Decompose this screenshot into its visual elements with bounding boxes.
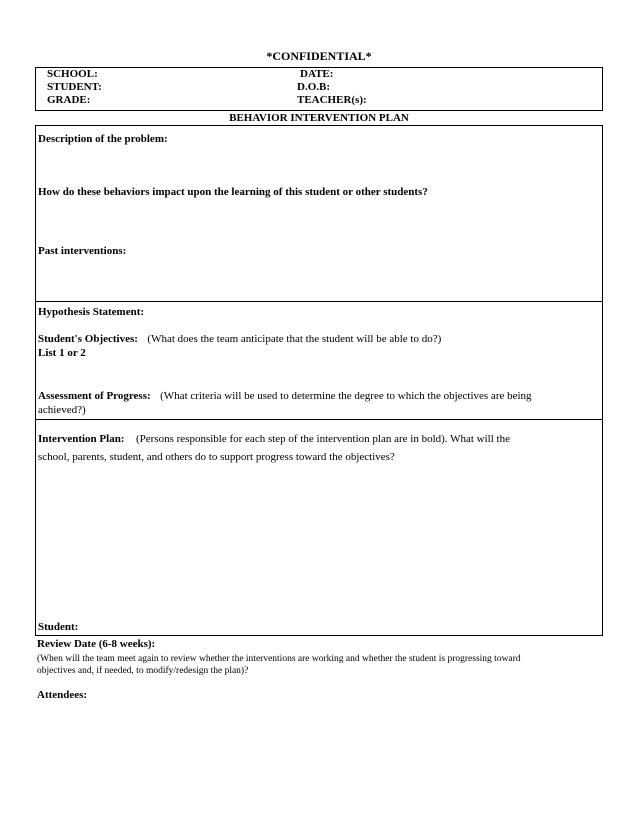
intervention-label: Intervention Plan: [38, 433, 125, 445]
problem-description-label: Description of the problem: [38, 133, 168, 145]
objectives-label: Student's Objectives: [38, 333, 138, 345]
hypothesis-label: Hypothesis Statement: [38, 306, 145, 318]
objectives-line [38, 333, 441, 346]
attendees-label: Attendees: [37, 689, 88, 701]
review-question: (When will the team meet again to review whether the interventions are working and whether the student is progressing toward [37, 654, 521, 664]
objectives-text: (What does the team anticipate that the student will be able to do?) [147, 333, 442, 345]
teacher-label: TEACHER(s): [297, 94, 367, 106]
dob-label: D.O.B: [297, 81, 330, 93]
student-label: STUDENT: [47, 81, 102, 93]
review-question-continued: objectives and, if needed, to modify/redesign the plan)? [37, 666, 249, 676]
assessment-line [38, 390, 532, 403]
assessment-text-continued: achieved?) [38, 404, 86, 416]
section-divider-2 [35, 419, 603, 420]
impact-question: How do these behaviors impact upon the learning of this student or other students? [38, 186, 428, 198]
intervention-text-continued: school, parents, student, and others do to support progress toward the objectives? [38, 451, 395, 463]
past-interventions-label: Past interventions: [38, 245, 127, 257]
date-label: DATE: [300, 68, 334, 80]
student-responsibility-label: Student: [38, 621, 79, 633]
review-date-label: Review Date (6-8 weeks): [37, 638, 156, 650]
intervention-line [38, 433, 510, 446]
assessment-label: Assessment of Progress: [38, 390, 151, 402]
grade-label: GRADE: [47, 94, 91, 106]
intervention-text: (Persons responsible for each step of the intervention plan are in bold). What will the [135, 433, 510, 445]
list-label: List 1 or 2 [38, 347, 86, 359]
confidential-heading: *CONFIDENTIAL* [266, 49, 372, 63]
plan-title: BEHAVIOR INTERVENTION PLAN [229, 112, 409, 124]
school-label: SCHOOL: [47, 68, 98, 80]
plan-form-box [35, 125, 603, 636]
section-divider-1 [35, 301, 603, 302]
assessment-text: (What criteria will be used to determine the degree to which the objectives are being [160, 390, 532, 402]
